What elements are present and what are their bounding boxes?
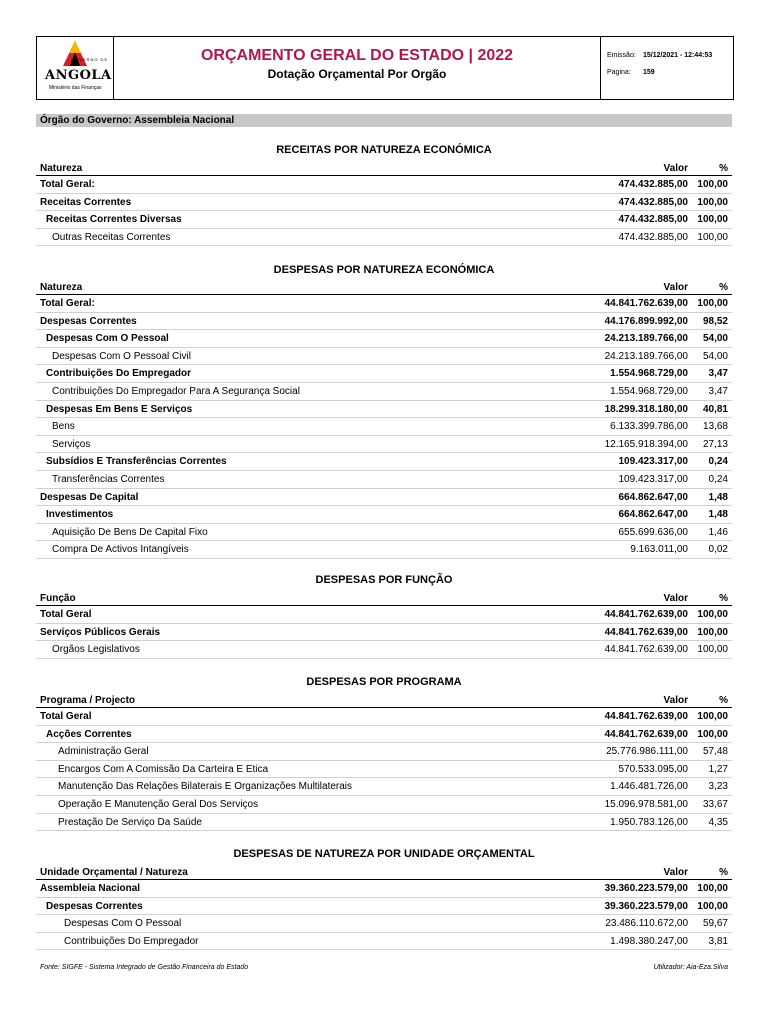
row-percent: 100,00 [697,644,728,656]
row-value: 39.360.223.579,00 [604,900,688,912]
section-table [36,866,732,950]
row-label: Despesas Correntes [40,315,137,327]
section-title: DESPESAS POR PROGRAMA [306,676,462,688]
row-value: 24.213.189.766,00 [604,333,688,345]
table-header [36,162,732,176]
table-row [36,348,732,366]
column-header-value: Valor [663,695,688,706]
column-header-percent: % [719,593,728,604]
row-value: 664.862.647,00 [618,491,688,503]
row-percent: 3,81 [708,935,728,947]
row-percent: 33,67 [702,798,728,810]
row-label: Aquisição De Bens De Capital Fixo [52,526,208,538]
footer-user: Utilizador: Aia-Eza.Silva [653,964,728,971]
row-value: 44.841.762.639,00 [604,644,688,656]
table-row [36,933,732,951]
table-row [36,778,732,796]
header-title-block [114,37,601,99]
table-row [36,471,732,489]
row-percent: 100,00 [697,231,728,243]
section-title: RECEITAS POR NATUREZA ECONÓMICA [276,144,492,156]
row-label: Total Geral [40,711,92,722]
organ-bar: Órgão do Governo: Assembleia Nacional [36,114,732,127]
row-value: 23.486.110.672,00 [605,918,688,930]
header-meta [601,37,733,99]
row-percent: 57,48 [702,746,728,758]
table-row [36,211,732,229]
row-label: Subsídios E Transferências Correntes [46,456,227,468]
row-value: 44.176.899.992,00 [604,315,688,327]
logo-emblem-icon [61,40,89,68]
row-label: Contribuições Do Empregador [64,935,199,947]
table-row [36,524,732,542]
table-row [36,880,732,898]
row-value: 9.163.011,00 [630,544,688,556]
table-row [36,624,732,642]
table-header [36,866,732,880]
row-percent: 3,23 [708,781,728,793]
row-percent: 98,52 [702,315,728,327]
row-label: Serviços Públicos Gerais [40,626,161,638]
row-value: 25.776.986.111,00 [606,746,688,758]
row-percent: 3,47 [708,385,728,397]
row-value: 664.862.647,00 [618,509,688,521]
emission-value: 15/12/2021 - 12:44:53 [643,52,713,59]
row-value: 44.841.762.639,00 [604,609,688,620]
table-header [36,694,732,708]
column-header-label: Natureza [40,163,83,174]
section-title: DESPESAS POR FUNÇÃO [315,574,453,586]
row-percent: 59,67 [702,918,728,930]
row-label: Compra De Activos Intangíveis [52,544,189,556]
row-value: 18.299.318.180,00 [604,403,688,415]
column-header-percent: % [719,867,728,878]
row-percent: 54,00 [702,333,728,345]
row-label: Administração Geral [58,746,149,758]
row-percent: 1,48 [708,491,728,503]
row-label: Acções Correntes [46,728,132,740]
row-label: Despesas De Capital [40,491,139,503]
row-percent: 0,24 [708,473,728,485]
row-percent: 13,68 [702,421,728,433]
table-row [36,313,732,331]
row-percent: 100,00 [697,728,728,740]
row-value: 474.432.885,00 [618,196,688,208]
table-header [36,592,732,606]
row-value: 44.841.762.639,00 [604,728,688,740]
section-table [36,592,732,659]
row-value: 44.841.762.639,00 [604,626,688,638]
row-percent: 100,00 [697,883,728,894]
row-label: Despesas Com O Pessoal Civil [52,350,191,362]
row-label: Contribuições Do Empregador [46,368,192,380]
table-row [36,743,732,761]
row-percent: 0,24 [708,456,728,468]
page-number: 159 [643,69,655,76]
row-label: Receitas Correntes Diversas [46,214,182,226]
table-row [36,401,732,419]
column-header-label: Programa / Projecto [40,695,136,706]
column-header-label: Função [40,593,76,604]
table-header [36,281,732,295]
row-percent: 100,00 [697,298,728,309]
row-value: 109.423.317,00 [618,473,688,485]
row-value: 24.213.189.766,00 [604,350,688,362]
row-label: Transferências Correntes [52,473,165,485]
row-label: Prestação De Serviço Da Saúde [58,816,202,828]
table-row [36,383,732,401]
logo-text-governo: GOVERNO DE [71,57,109,62]
row-value: 1.446.481.726,00 [610,781,688,793]
row-value: 655.699.636,00 [618,526,688,538]
row-value: 109.423.317,00 [618,456,688,468]
row-percent: 27,13 [702,438,728,450]
logo-text-angola: ANGOLA [45,68,112,83]
government-logo [37,37,114,99]
column-header-percent: % [719,163,728,174]
column-header-value: Valor [663,867,688,878]
row-label: Despesas Com O Pessoal [46,333,169,345]
section-title: DESPESAS DE NATUREZA POR UNIDADE ORÇAMENTAL [233,848,535,860]
row-value: 1.950.783.126,00 [610,816,688,828]
table-row [36,541,732,559]
row-value: 44.841.762.639,00 [604,711,688,722]
row-percent: 1,46 [708,526,728,538]
row-percent: 3,47 [708,368,728,380]
table-row [36,194,732,212]
table-row [36,796,732,814]
row-label: Encargos Com A Comissão Da Carteira E Etica [58,763,269,775]
table-row [36,506,732,524]
table-row [36,641,732,659]
row-label: Despesas Em Bens E Serviços [46,403,193,415]
row-percent: 100,00 [697,214,728,226]
section-table [36,162,732,246]
table-row [36,898,732,916]
row-label: Outras Receitas Correntes [52,231,171,243]
row-label: Orgãos Legislativos [52,644,140,656]
row-percent: 100,00 [697,711,728,722]
column-header-value: Valor [663,163,688,174]
row-value: 39.360.223.579,00 [604,883,688,894]
row-label: Total Geral [40,609,92,620]
row-percent: 54,00 [702,350,728,362]
report-header [36,36,734,100]
logo-text-ministerio: Ministério das Finanças [49,85,102,91]
row-value: 474.432.885,00 [618,231,688,243]
table-row [36,915,732,933]
row-value: 570.533.095,00 [618,763,688,775]
row-value: 6.133.399.786,00 [610,421,688,433]
table-row [36,418,732,436]
column-header-percent: % [719,282,728,293]
row-value: 474.432.885,00 [618,179,688,190]
row-label: Manutenção Das Relações Bilaterais E Organizações Multilaterais [58,781,353,793]
row-label: Total Geral: [40,179,95,190]
table-row [36,708,732,726]
row-label: Investimentos [46,509,114,521]
column-header-label: Natureza [40,282,83,293]
section-table [36,694,732,831]
row-label: Bens [52,421,75,433]
row-label: Contribuições Do Empregador Para A Segurança Social [52,385,300,397]
column-header-value: Valor [663,593,688,604]
row-label: Despesas Correntes [46,900,143,912]
row-value: 12.165.918.394,00 [604,438,688,450]
row-percent: 1,48 [708,509,728,521]
row-value: 474.432.885,00 [618,214,688,226]
row-percent: 100,00 [697,196,728,208]
row-label: Operação E Manutenção Geral Dos Serviços [58,798,259,810]
section-table [36,281,732,559]
row-percent: 100,00 [697,609,728,620]
table-row [36,295,732,313]
table-row [36,453,732,471]
footer-source: Fonte: SIGFE - Sistema Integrado de Gestão Financeira do Estado [40,964,249,971]
column-header-percent: % [719,695,728,706]
column-header-label: Unidade Orçamental / Natureza [40,867,188,878]
row-percent: 100,00 [697,626,728,638]
row-value: 1.498.380.247,00 [610,935,688,947]
emission-label: Emissão: [607,52,636,59]
row-value: 44.841.762.639,00 [604,298,688,309]
table-row [36,176,732,194]
table-row [36,726,732,744]
row-label: Serviços [52,438,91,450]
table-row [36,436,732,454]
table-row [36,229,732,247]
section-title: DESPESAS POR NATUREZA ECONÓMICA [273,264,495,276]
row-percent: 1,27 [708,763,728,775]
column-header-value: Valor [663,282,688,293]
row-value: 1.554.968.729,00 [610,385,688,397]
table-row [36,489,732,507]
report-title: ORÇAMENTO GERAL DO ESTADO | 2022 [200,47,514,64]
table-row [36,761,732,779]
page-label: Pagina: [607,69,631,76]
row-label: Receitas Correntes [40,196,132,208]
row-percent: 100,00 [697,900,728,912]
row-percent: 0,02 [708,544,728,556]
report-subtitle: Dotação Orçamental Por Orgão [267,67,447,81]
row-label: Despesas Com O Pessoal [64,918,182,930]
row-percent: 100,00 [697,179,728,190]
table-row [36,814,732,832]
table-row [36,330,732,348]
table-row [36,365,732,383]
row-label: Assembleia Nacional [40,883,141,894]
row-percent: 4,35 [708,816,728,828]
table-row [36,606,732,624]
row-value: 1.554.968.729,00 [610,368,688,380]
row-value: 15.096.978.581,00 [604,798,688,810]
row-percent: 40,81 [702,403,728,415]
row-label: Total Geral: [40,298,95,309]
